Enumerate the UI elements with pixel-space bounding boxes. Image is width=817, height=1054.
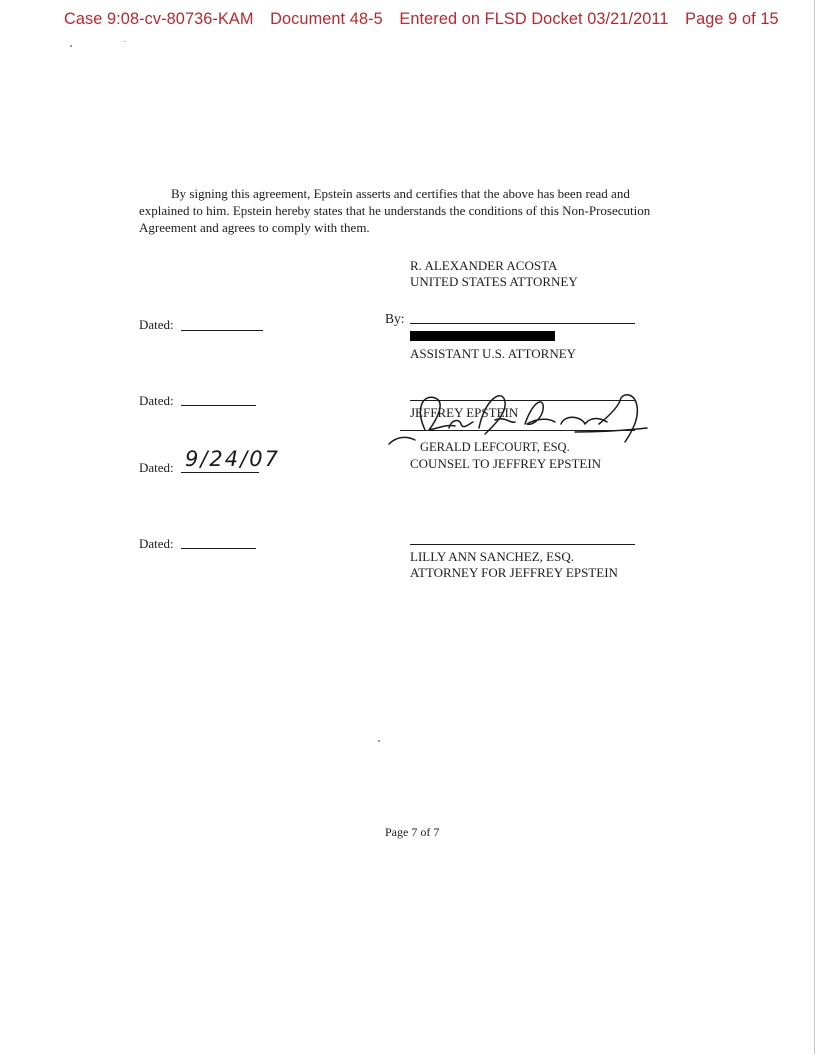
lefcourt-signature-line <box>400 430 635 431</box>
scan-speck <box>124 41 125 42</box>
dated-label-1: Dated: <box>139 317 174 332</box>
lefcourt-name: GERALD LEFCOURT, ESQ. <box>420 440 570 454</box>
date-line-4 <box>181 548 256 549</box>
date-line-1 <box>181 330 263 331</box>
scan-speck <box>70 45 72 47</box>
sanchez-signature-line <box>410 544 635 545</box>
docket-header <box>64 10 791 29</box>
certification-text: By signing this agreement, Epstein asserts and certifies that the above has been read and explained to him. Epstein hereby states that he understands the conditions of this Non-Prosecution Agreement and agrees to comply with them. <box>139 186 651 235</box>
dated-label-2: Dated: <box>139 393 174 408</box>
handwritten-date: 9/24/07 <box>185 447 280 471</box>
by-label: By: <box>385 311 405 326</box>
sanchez-title: ATTORNEY FOR JEFFREY EPSTEIN <box>410 565 618 580</box>
scan-speck <box>378 740 380 742</box>
header-entered: Entered on FLSD Docket 03/21/2011 <box>399 10 669 28</box>
header-page: Page 9 of 15 <box>685 10 779 28</box>
page-footer: Page 7 of 7 <box>385 825 440 839</box>
acosta-title: UNITED STATES ATTORNEY <box>410 274 578 289</box>
scan-edge <box>814 0 815 1054</box>
dated-label-4: Dated: <box>139 536 174 551</box>
date-line-2 <box>181 405 256 406</box>
lefcourt-title: COUNSEL TO JEFFREY EPSTEIN <box>410 456 602 471</box>
ausa-title: ASSISTANT U.S. ATTORNEY <box>410 346 577 361</box>
header-document-number: Document 48-5 <box>270 10 383 28</box>
header-case-number: Case 9:08-cv-80736-KAM <box>64 10 254 28</box>
sanchez-name: LILLY ANN SANCHEZ, ESQ. <box>410 549 574 564</box>
redaction-box <box>410 331 555 341</box>
acosta-name: R. ALEXANDER ACOSTA <box>410 258 558 273</box>
ausa-signature-line <box>410 323 635 324</box>
dated-label-3: Dated: <box>139 460 174 475</box>
date-line-3 <box>181 472 259 473</box>
epstein-name: JEFFREY EPSTEIN <box>410 405 519 420</box>
certification-paragraph <box>139 185 669 236</box>
